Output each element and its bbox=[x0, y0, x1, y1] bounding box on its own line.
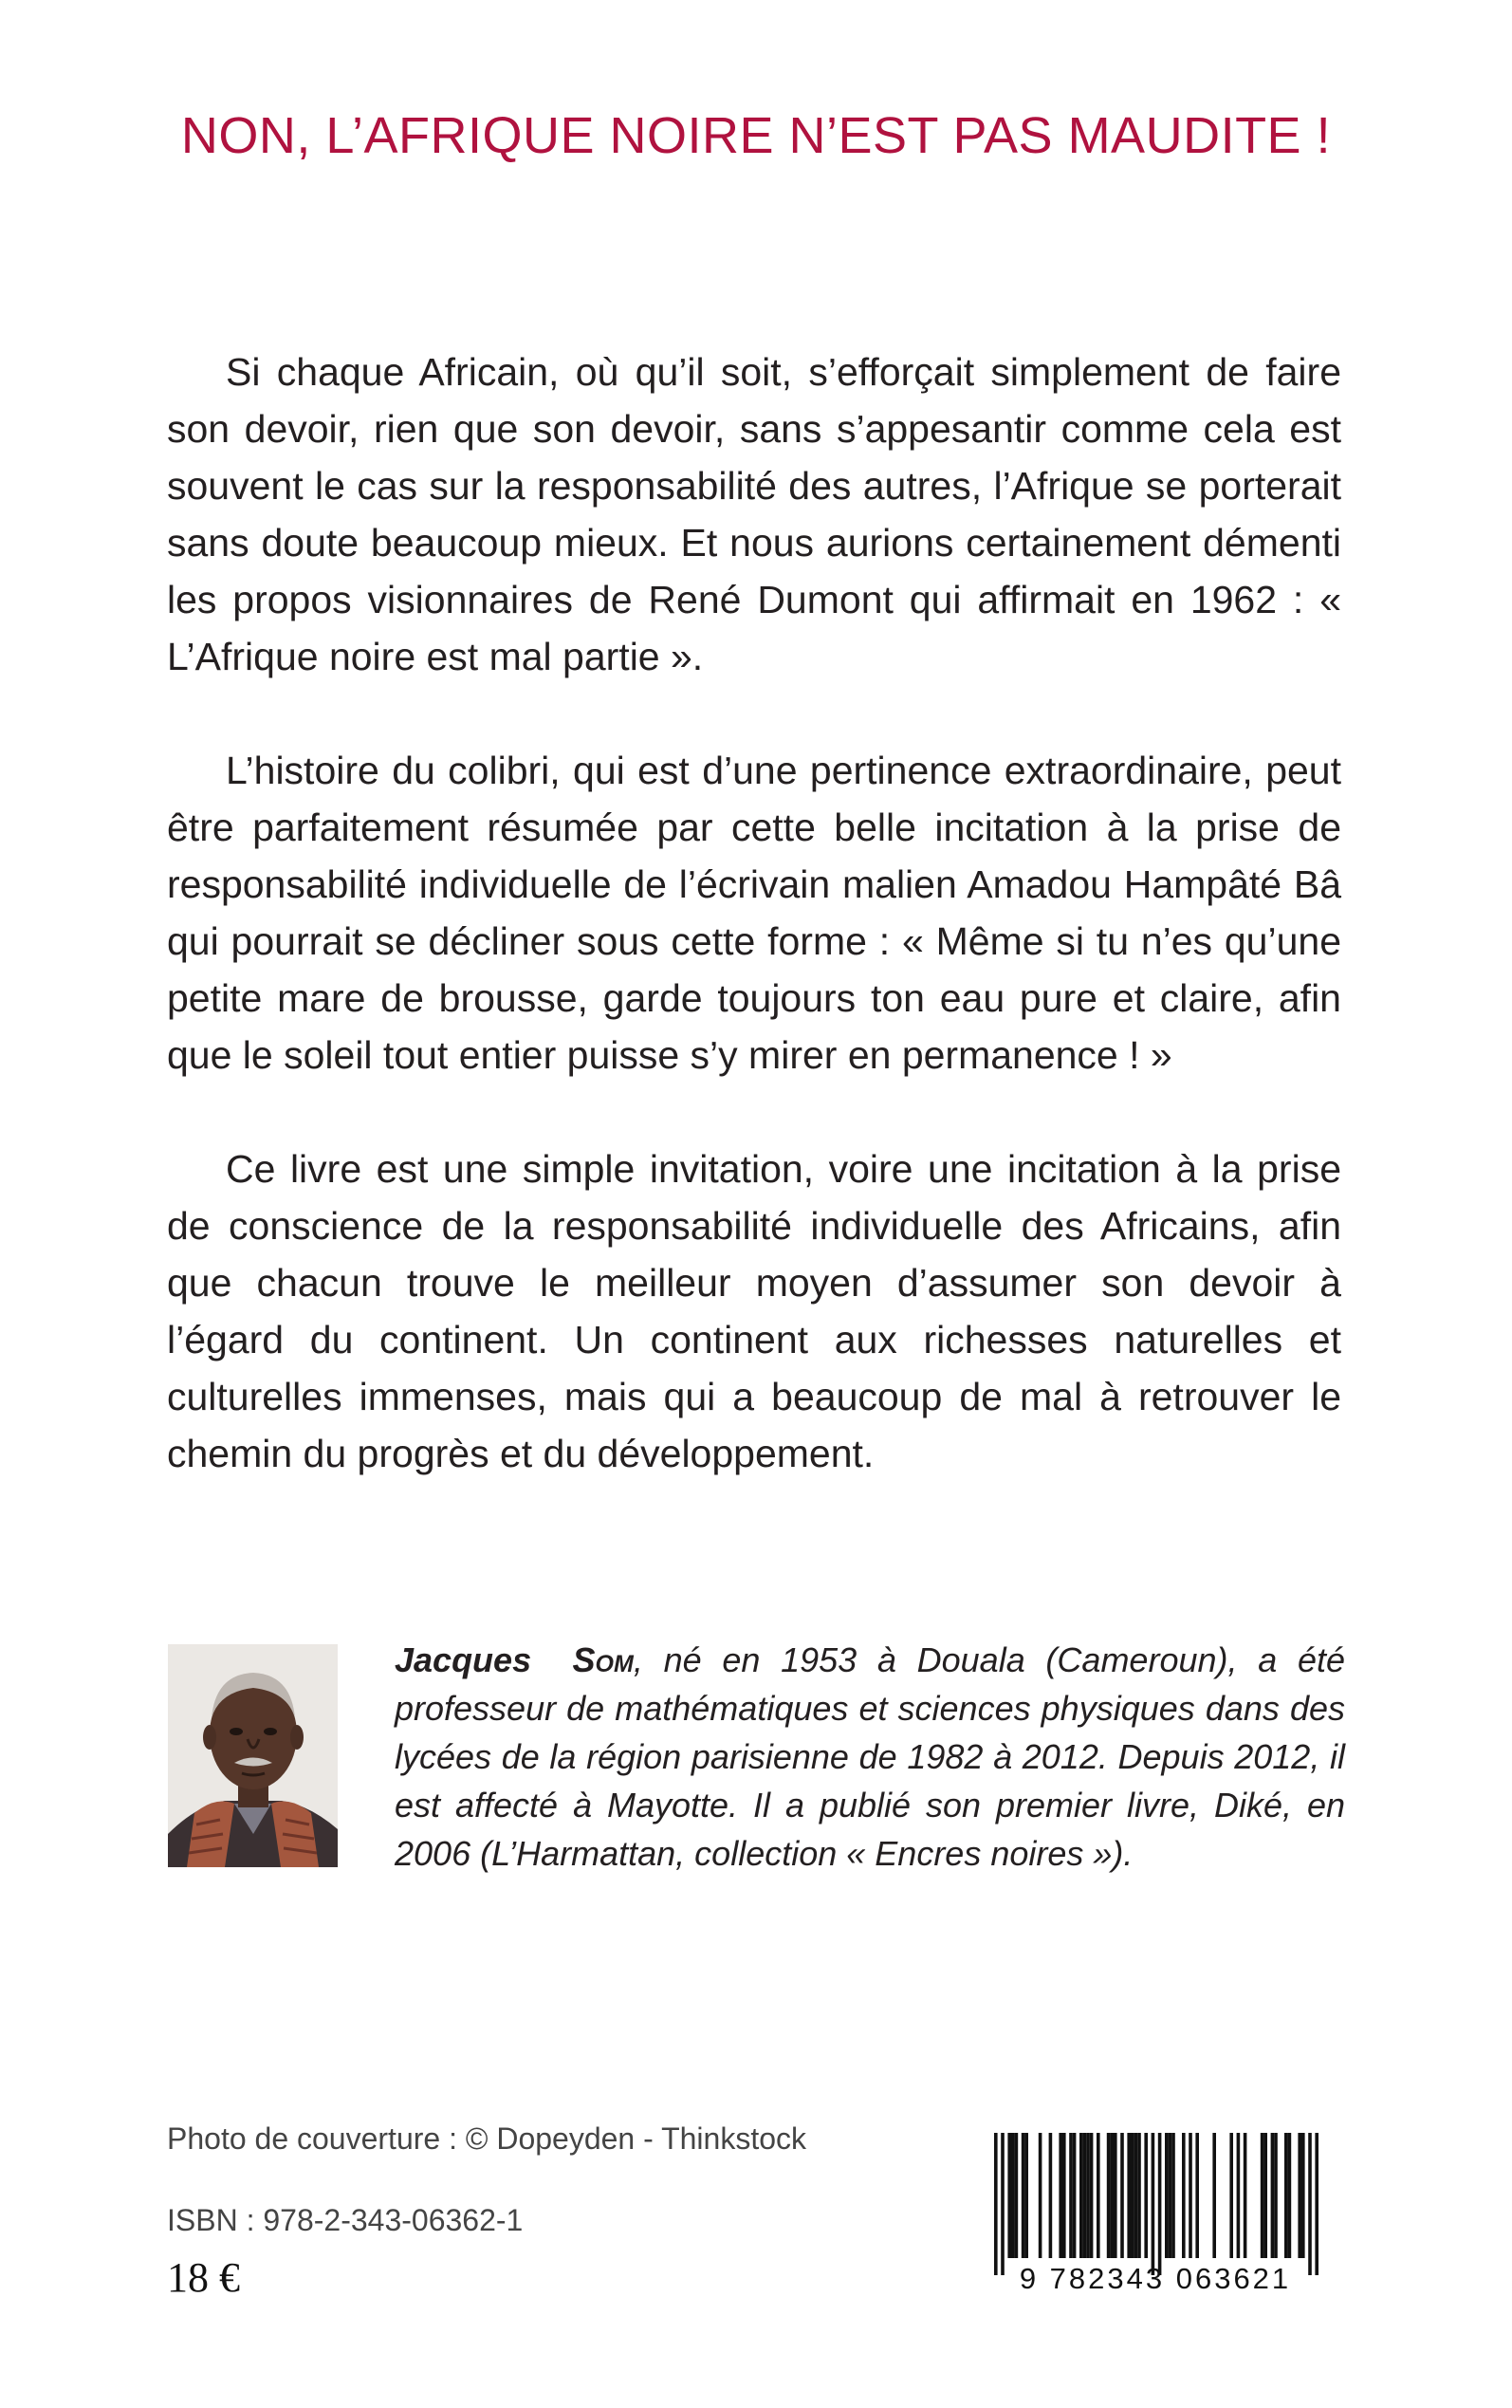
barcode-bar bbox=[1062, 2133, 1066, 2258]
barcode-bar bbox=[1271, 2133, 1275, 2258]
barcode-bar bbox=[1169, 2133, 1172, 2258]
barcode-bar bbox=[1229, 2133, 1233, 2258]
blurb bbox=[167, 343, 1341, 1539]
author-bio-text: , né en 1953 à Douala (Cameroun), a été professeur de mathématiques et sciences physiques dans des lycées de la région parisienne de 1982 à 2012. Depuis 2012, il est affecté à Mayotte. Il a publié son premier livre, Diké, en 2006 (L’Harmattan, collection « Encres noires »). bbox=[395, 1640, 1346, 1873]
barcode-bar bbox=[1120, 2133, 1124, 2258]
barcode-bar bbox=[1263, 2133, 1267, 2258]
price: 18 € bbox=[167, 2254, 240, 2301]
barcode-bar bbox=[1011, 2133, 1015, 2258]
barcode bbox=[973, 2127, 1337, 2353]
barcode-bar bbox=[1134, 2133, 1138, 2258]
author-photo bbox=[168, 1644, 338, 1867]
barcode-bar bbox=[1171, 2133, 1175, 2258]
barcode-bar bbox=[1237, 2133, 1241, 2258]
barcode-bar bbox=[1288, 2133, 1292, 2258]
barcode-bar bbox=[1015, 2133, 1019, 2258]
barcode-bar bbox=[1137, 2133, 1141, 2258]
barcode-bar bbox=[1097, 2133, 1100, 2258]
barcode-bar bbox=[1086, 2133, 1090, 2258]
barcode-bar bbox=[1131, 2133, 1134, 2258]
barcode-bar bbox=[1284, 2133, 1288, 2258]
barcode-bar bbox=[1189, 2133, 1192, 2258]
barcode-bar bbox=[1110, 2133, 1114, 2258]
barcode-bar bbox=[994, 2133, 998, 2275]
barcode-bar bbox=[1127, 2133, 1131, 2258]
barcode-bar bbox=[1079, 2133, 1083, 2258]
barcode-bar bbox=[1244, 2133, 1247, 2258]
author-surname: Som bbox=[572, 1640, 634, 1679]
barcode-bar bbox=[1158, 2133, 1162, 2275]
barcode-bar bbox=[1308, 2133, 1312, 2275]
barcode-bar bbox=[1144, 2133, 1148, 2258]
barcode-bar bbox=[1069, 2133, 1073, 2258]
blurb-paragraph-3: Ce livre est une simple invitation, voire une incitation à la prise de conscience de la responsabilité individuelle des Africains, afin que chacun trouve le meilleur moyen d’assumer son devoir à l’égard du continent. Un continent aux richesses naturelles et culturelles immenses, mais qui a beaucoup de mal à retrouver le chemin du progrès et du développement. bbox=[167, 1147, 1341, 1475]
barcode-bar bbox=[1212, 2133, 1216, 2258]
barcode-bar bbox=[1039, 2133, 1042, 2258]
barcode-bar bbox=[1165, 2133, 1169, 2258]
barcode-bar bbox=[1298, 2133, 1301, 2258]
barcode-bar bbox=[1022, 2133, 1025, 2258]
isbn: ISBN : 978-2-343-06362-1 bbox=[167, 2203, 524, 2237]
barcode-bar bbox=[1261, 2133, 1264, 2258]
barcode-bar bbox=[1107, 2133, 1111, 2258]
back-cover-title: NON, L’AFRIQUE NOIRE N’EST PAS MAUDITE ! bbox=[180, 107, 1332, 164]
barcode-bar bbox=[1152, 2133, 1155, 2275]
barcode-bar bbox=[1049, 2133, 1053, 2258]
cover-photo-credit: Photo de couverture : © Dopeyden - Thinkstock bbox=[167, 2121, 807, 2156]
barcode-bar bbox=[1001, 2133, 1005, 2275]
barcode-bar bbox=[1114, 2133, 1117, 2258]
barcode-bar bbox=[1090, 2133, 1094, 2258]
barcode-bar bbox=[1007, 2133, 1011, 2258]
barcode-bar bbox=[1059, 2133, 1062, 2258]
author-portrait-illustration bbox=[168, 1644, 338, 1867]
barcode-bar bbox=[1024, 2133, 1028, 2258]
blurb-paragraph-1: Si chaque Africain, où qu’il soit, s’efforçait simplement de faire son devoir, rien que son devoir, sans s’appesantir comme cela est souvent le cas sur la responsabilité des autres, l’Afrique se porterait sans doute beaucoup mieux. Et nous aurions certainement démenti les propos visionnaires de René Dumont qui affirmait en 1962 : « L’Afrique noire est mal partie ». bbox=[167, 350, 1341, 678]
barcode-bar bbox=[1195, 2133, 1199, 2258]
barcode-bar bbox=[1315, 2133, 1318, 2275]
barcode-bar bbox=[1073, 2133, 1077, 2258]
author-first-name: Jacques bbox=[395, 1640, 532, 1679]
barcode-bar bbox=[1274, 2133, 1278, 2258]
barcode-bar bbox=[1182, 2133, 1186, 2258]
barcode-bar bbox=[1083, 2133, 1087, 2258]
blurb-paragraph-2: L’histoire du colibri, qui est d’une pertinence extraordinaire, peut être parfaitement résumée par cette belle incitation à la prise de responsabilité individuelle de l’écrivain malien Amadou Hampâté Bâ qui pourrait se décliner sous cette forme : « Même si tu n’es qu’une petite mare de brousse, garde toujours ton eau pure et claire, afin que le soleil tout entier puisse s’y mirer en permanence ! » bbox=[167, 749, 1341, 1077]
barcode-bar bbox=[1301, 2133, 1305, 2258]
barcode-number: 9 782343 063621 bbox=[1019, 2262, 1292, 2295]
author-bio bbox=[395, 1636, 1345, 1878]
